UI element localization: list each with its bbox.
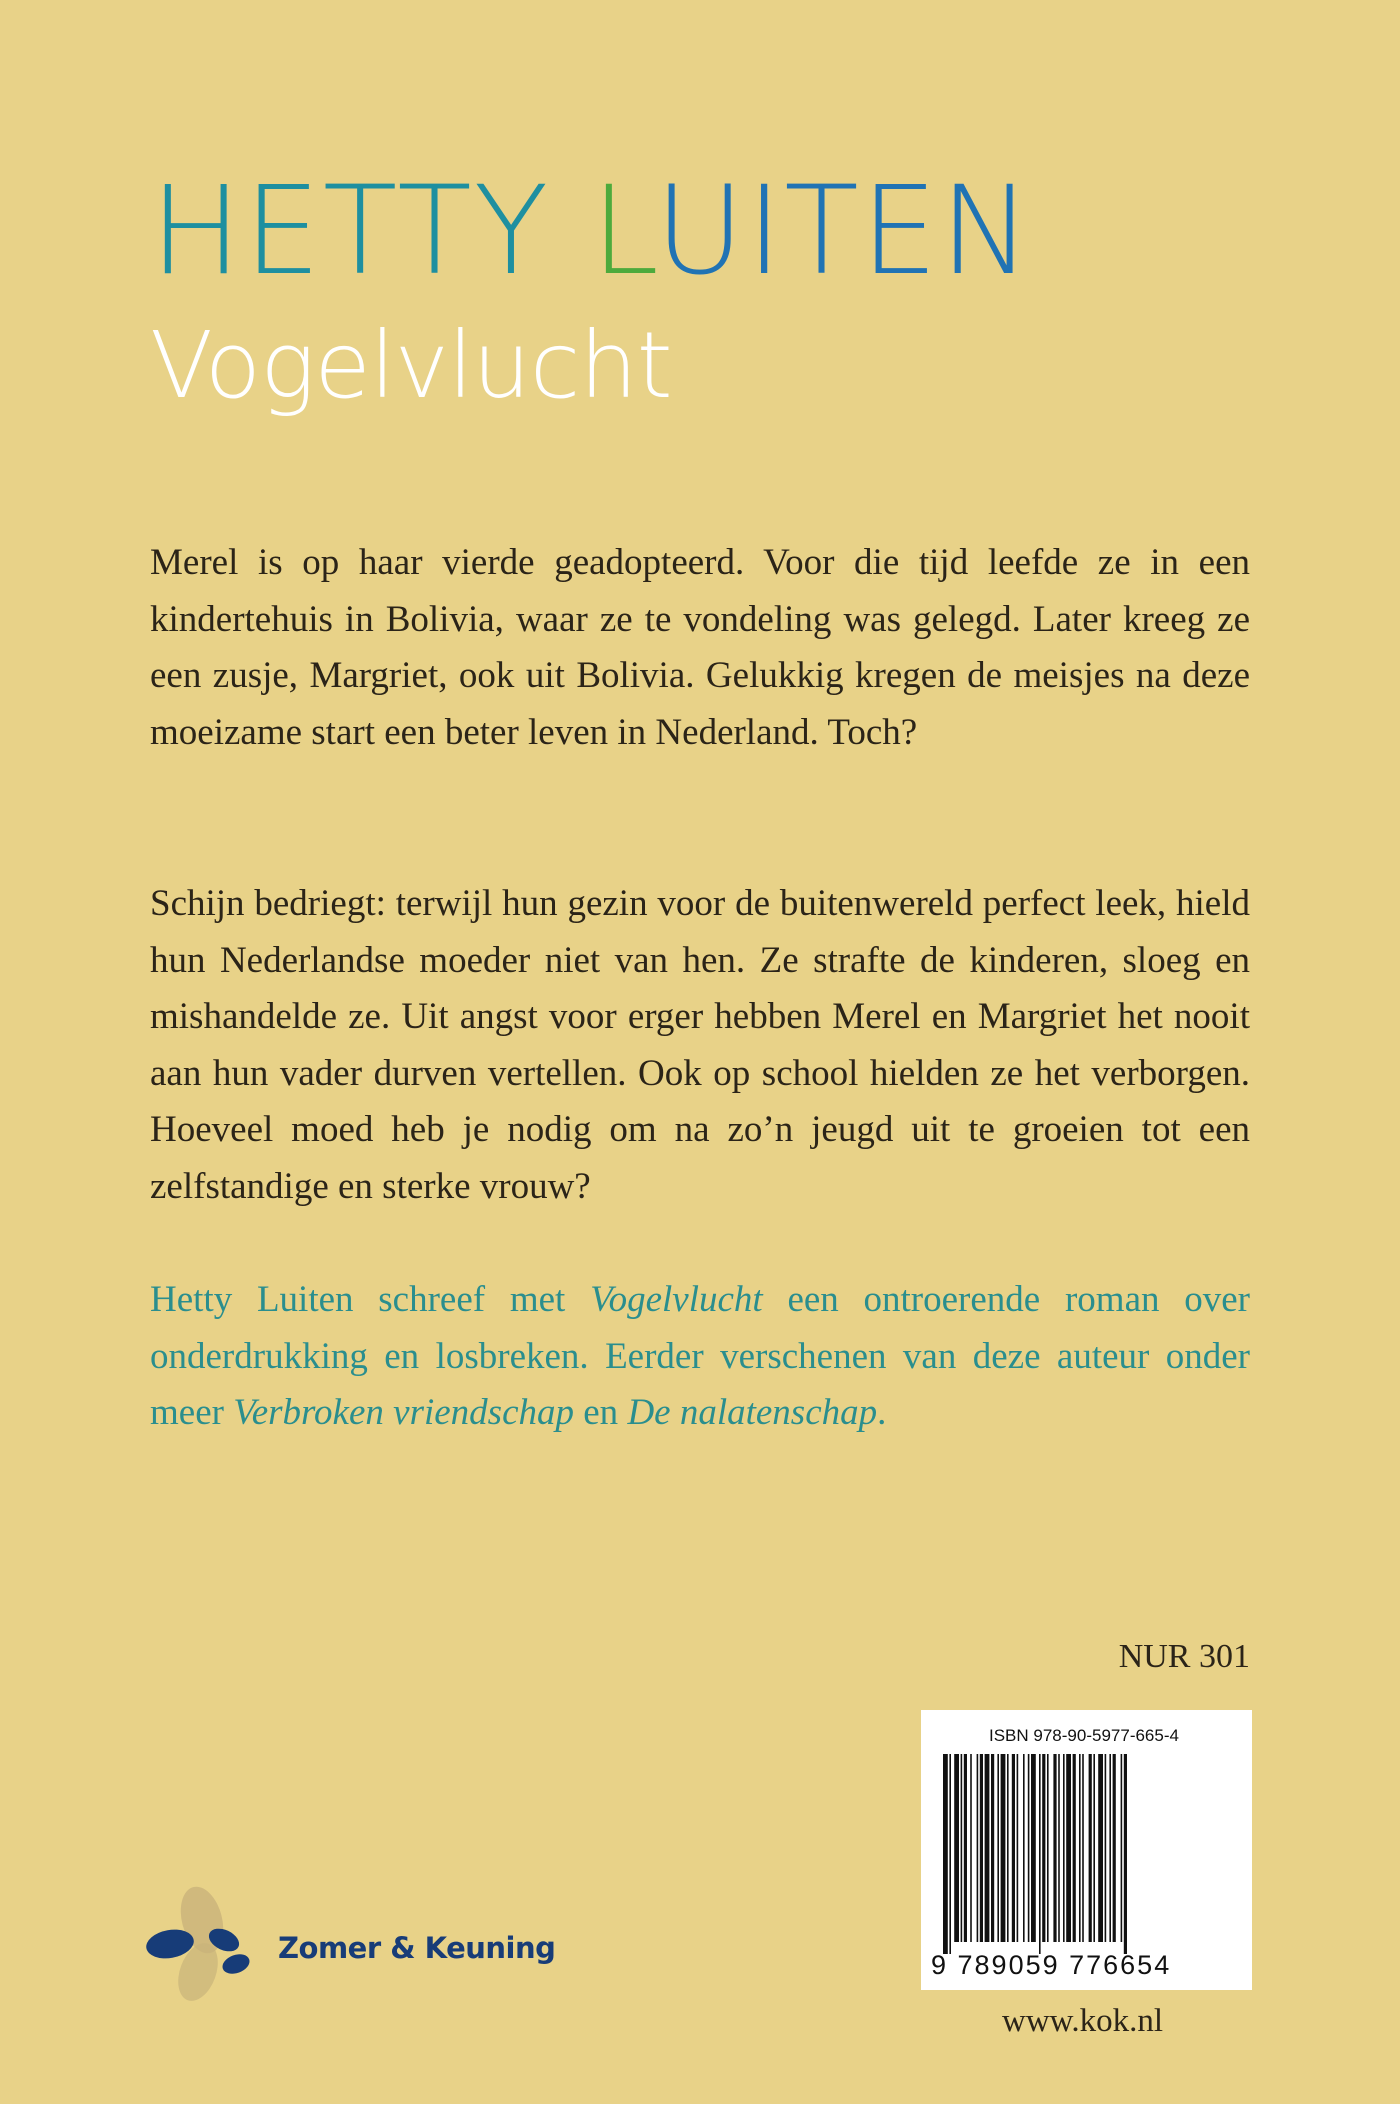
blurb-paragraph-3 (150, 1272, 1250, 1442)
barcode-bar (1109, 1754, 1111, 1942)
blurb-paragraph-2: Schijn bedriegt: terwijl hun gezin voor de buitenwereld perfect leek, hield hun Nederlandse moeder niet van hen. Ze strafte de kinderen, sloeg en mishandelde ze. Uit angst voor erger hebben Merel en Margriet het nooit aan hun vader durven vertellen. Ook op school hielden ze het verborgen. Hoeveel moed heb je nodig om na zo’n jeugd uit te groeien tot een zelfstandige en sterke vrouw? (150, 883, 1250, 1207)
barcode-bar (1031, 1754, 1036, 1942)
title-reference: Vogelvlucht (590, 1279, 763, 1320)
author-name-part-3: UITEN (654, 160, 1034, 302)
barcode-bar (964, 1754, 967, 1942)
barcode-bar (949, 1754, 951, 1954)
barcode-panel (921, 1710, 1252, 1990)
barcode-bar (1042, 1754, 1045, 1942)
blurb-text: een ontroerende roman over onderdrukking en losbreken. Eerder verschenen van deze auteur onder meer (150, 1279, 1250, 1433)
barcode-bar (954, 1754, 959, 1942)
barcode-bar (1121, 1754, 1123, 1942)
barcode-bar (1058, 1754, 1060, 1942)
barcode-digits: 9 789059 776654 (931, 1950, 1172, 1980)
barcode-bar (977, 1754, 979, 1942)
publisher-url: www.kok.nl (1002, 2003, 1164, 2039)
barcode-bar (1047, 1754, 1049, 1942)
title-reference: De nalatenschap (627, 1392, 878, 1433)
blurb-text: Hetty Luiten schreef met (150, 1279, 591, 1320)
barcode-bar (1089, 1754, 1092, 1942)
barcode (943, 1754, 1235, 1954)
barcode-bar (1017, 1754, 1019, 1942)
barcode-bar (991, 1754, 994, 1942)
title-reference: Verbroken vriendschap (233, 1392, 574, 1433)
barcode-bar (1098, 1754, 1103, 1942)
barcode-bar (970, 1754, 972, 1942)
barcode-bar (1066, 1754, 1071, 1942)
book-title: Vogelvlucht (150, 312, 672, 419)
barcode-bar (980, 1754, 983, 1942)
barcode-bar (1105, 1754, 1107, 1942)
isbn-label: ISBN 978-90-5977-665-4 (989, 1726, 1179, 1745)
nur-code: NUR 301 (1118, 1638, 1250, 1675)
barcode-bar (943, 1754, 948, 1954)
publisher-logo-icon (140, 1880, 270, 2010)
barcode-bar (961, 1754, 963, 1942)
barcode-bar (1063, 1754, 1065, 1942)
barcode-bar (1001, 1754, 1006, 1942)
barcode-bar (1053, 1754, 1056, 1942)
blurb-text: . (877, 1392, 887, 1433)
barcode-bar (997, 1754, 999, 1942)
barcode-bar (1082, 1754, 1084, 1942)
blurb-text: en (574, 1392, 628, 1433)
barcode-bar (1073, 1754, 1076, 1942)
barcode-bar (1039, 1754, 1041, 1954)
barcode-bar (1007, 1754, 1009, 1942)
barcode-bar (1023, 1754, 1025, 1942)
barcode-bar (985, 1754, 990, 1942)
barcode-bar (1124, 1754, 1127, 1954)
barcode-bar (1113, 1754, 1116, 1942)
barcode-bar (1028, 1754, 1030, 1942)
barcode-bar (1093, 1754, 1095, 1942)
author-name-part-1: HETTY (150, 160, 592, 302)
publisher-name: Zomer & Keuning (278, 1931, 556, 1965)
blurb-paragraph-1: Merel is op haar vierde geadopteerd. Voor die tijd leefde ze in een kindertehuis in Bolivia, waar ze te vondeling was gelegd. Later kreeg ze een zusje, Margriet, ook uit Bolivia. Gelukkig kregen de meisjes na deze moeizame start een beter leven in Nederland. Toch? (150, 542, 1250, 753)
barcode-bar (1012, 1754, 1015, 1942)
author-name-part-2: L (591, 160, 655, 302)
barcode-bar (1079, 1754, 1081, 1942)
author-name (150, 160, 1034, 302)
